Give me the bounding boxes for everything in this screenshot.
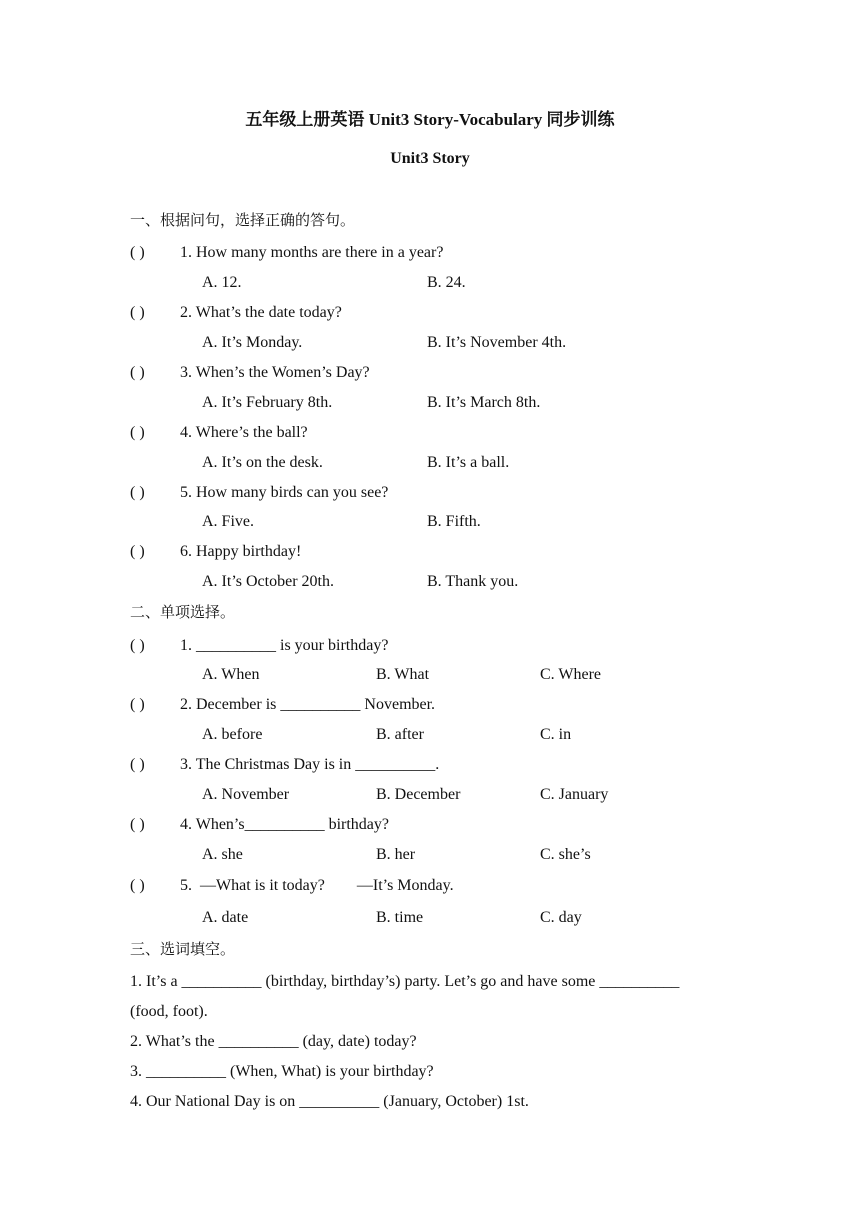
option-b: B. December [376,786,461,803]
option-a: A. November [202,786,290,803]
answer-blank: ( ) [130,816,145,833]
option-b: B. It’s November 4th. [427,334,567,351]
question-row [130,695,435,715]
question-text: 2. December is __________ November. [180,696,436,713]
option-a: A. It’s Monday. [202,334,303,351]
answer-blank: ( ) [130,877,145,894]
question-text: 5. How many birds can you see? [180,484,389,501]
question-text: 2. What’s the date today? [180,304,342,321]
option-a: A. Five. [202,513,254,530]
option-b: B. time [376,909,424,926]
option-a: A. before [202,726,263,743]
answer-blank: ( ) [130,484,145,501]
option-c: C. in [540,726,572,743]
question-text: 4. Where’s the ball? [180,424,308,441]
question-text: 5. —What is it today? —It’s Monday. [180,877,454,894]
answer-blank: ( ) [130,304,145,321]
question-row [130,876,454,896]
fill-line: 4. Our National Day is on __________ (January, October) 1st. [130,1093,529,1110]
answer-blank: ( ) [130,543,145,560]
option-a: A. It’s October 20th. [202,573,334,590]
option-a: A. 12. [202,274,242,291]
question-text: 4. When’s__________ birthday? [180,816,390,833]
section-heading-3: 三、选词填空。 [130,940,236,958]
option-b: B. What [376,666,430,683]
question-row [130,815,389,835]
answer-blank: ( ) [130,244,145,261]
option-c: C. January [540,786,609,803]
option-c: C. Where [540,666,602,683]
option-c: C. she’s [540,846,591,863]
page-subtitle: Unit3 Story [390,150,470,167]
fill-line: 3. __________ (When, What) is your birthday? [130,1063,434,1080]
question-row [130,303,342,323]
question-row [130,423,308,443]
option-a: A. date [202,909,249,926]
option-b: B. 24. [427,274,466,291]
answer-blank: ( ) [130,637,145,654]
fill-line: (food, foot). [130,1003,208,1020]
answer-blank: ( ) [130,696,145,713]
option-b: B. after [376,726,424,743]
option-b: B. Thank you. [427,573,519,590]
question-text: 3. The Christmas Day is in __________. [180,756,440,773]
option-b: B. It’s a ball. [427,454,510,471]
option-a: A. she [202,846,243,863]
question-row [130,542,301,562]
question-text: 3. When’s the Women’s Day? [180,364,370,381]
option-a: A. When [202,666,260,683]
question-text: 6. Happy birthday! [180,543,302,560]
option-b: B. It’s March 8th. [427,394,541,411]
answer-blank: ( ) [130,364,145,381]
fill-line: 2. What’s the __________ (day, date) today? [130,1033,417,1050]
option-a: A. It’s on the desk. [202,454,323,471]
question-row [130,243,443,263]
question-row [130,755,439,775]
page-title: 五年级上册英语 Unit3 Story-Vocabulary 同步训练 [245,110,615,129]
answer-blank: ( ) [130,756,145,773]
question-row [130,483,388,503]
option-b: B. her [376,846,416,863]
question-row [130,363,370,383]
fill-line: 1. It’s a __________ (birthday, birthday’s) party. Let’s go and have some __________ [130,973,680,990]
question-text: 1. How many months are there in a year? [180,244,444,261]
section-heading-2: 二、单项选择。 [130,603,236,621]
question-text: 1. __________ is your birthday? [180,637,389,654]
section-heading-1: 一、根据问句，选择正确的答句。 [130,211,356,229]
option-c: C. day [540,909,582,926]
answer-blank: ( ) [130,424,145,441]
option-b: B. Fifth. [427,513,481,530]
question-row [130,636,388,656]
option-a: A. It’s February 8th. [202,394,333,411]
